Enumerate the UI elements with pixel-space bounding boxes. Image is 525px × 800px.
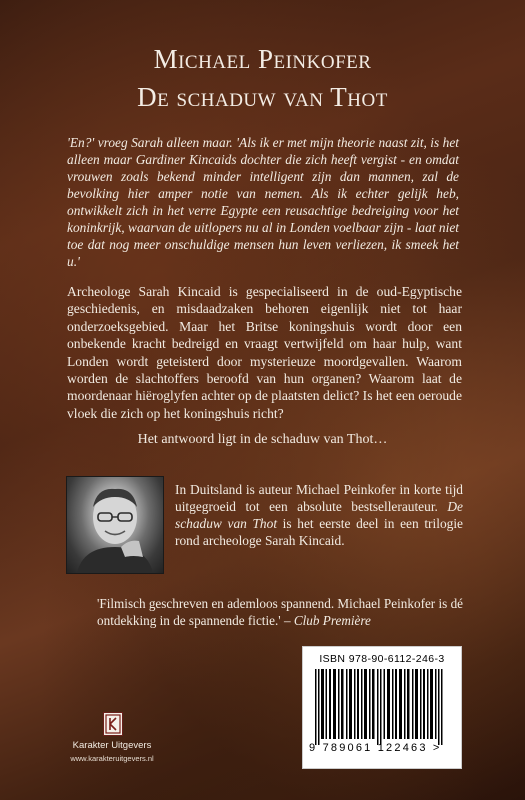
synopsis: Archeologe Sarah Kincaid is gespecialiseerd in de oud-Egyptische geschiedenis, en misdaadzaken behoren eigenlijk niet tot haar onderzoeksgebied. Maar het Britse koningshuis wordt door een onbekende kracht bedreigd en vraagt vertwijfeld om haar hulp, want Londen wordt geteisterd door mysterieuze moordgevallen. Waarom worden de slachtoffers beroofd van hun organen? Waarom laat de moordenaar hiëroglyfen achter op de plaatsten delict? Is het een oeroude vloek die zich op het koningshuis richt? (67, 284, 462, 421)
publisher-name: Karakter Uitgevers (72, 740, 152, 751)
review-text: 'Filmisch geschreven en ademloos spannend. Michael Peinkofer is dé ontdekking in de spannende fictie.' – (97, 596, 464, 628)
author-bio (175, 481, 463, 549)
review-quote (97, 595, 464, 629)
bio-book-title: De schaduw van Thot (175, 499, 463, 531)
bio-text-2: is het eerste deel in een trilogie rond archeologe Sarah Kincaid. (175, 516, 463, 548)
tagline: Het antwoord ligt in de schaduw van Thot… (137, 432, 388, 447)
book-title: De schaduw van Thot (137, 82, 388, 112)
bio-text-1: In Duitsland is auteur Michael Peinkofer in korte tijd uitgegroeid tot een absolute bestsellerauteur. (175, 482, 463, 514)
author-photo (66, 476, 164, 574)
excerpt-quote: 'En?' vroeg Sarah alleen maar. 'Als ik er met mijn theorie naast zit, is het alleen maar Gardiner Kincaids dochter die zich heeft vergist - en omdat vrouwen zoals bekend minder intelligent zijn dan mannen, zal de bevolking hier amper notie van nemen. Als ik echter gelijk heb, ontwikkelt zich in het verre Egypte een reusachtige bedreiging voor het koninkrijk, waarvan de uitlopers nu al in Londen voelbaar zijn - laat niet toe dat nog meer onschuldige mensen hun leven verliezen, ik smeek het u.' (67, 135, 459, 269)
barcode-digits: 9 789061 122463 > (309, 742, 442, 754)
publisher-url: www.karakteruitgevers.nl (70, 754, 154, 763)
author-name: Michael Peinkofer (153, 44, 372, 74)
barcode-icon (313, 669, 453, 747)
publisher-logo-icon (103, 712, 123, 736)
barcode-box (302, 646, 462, 769)
isbn-label: ISBN 978-90-6112-246-3 (319, 653, 445, 665)
review-source: Club Première (293, 613, 371, 628)
